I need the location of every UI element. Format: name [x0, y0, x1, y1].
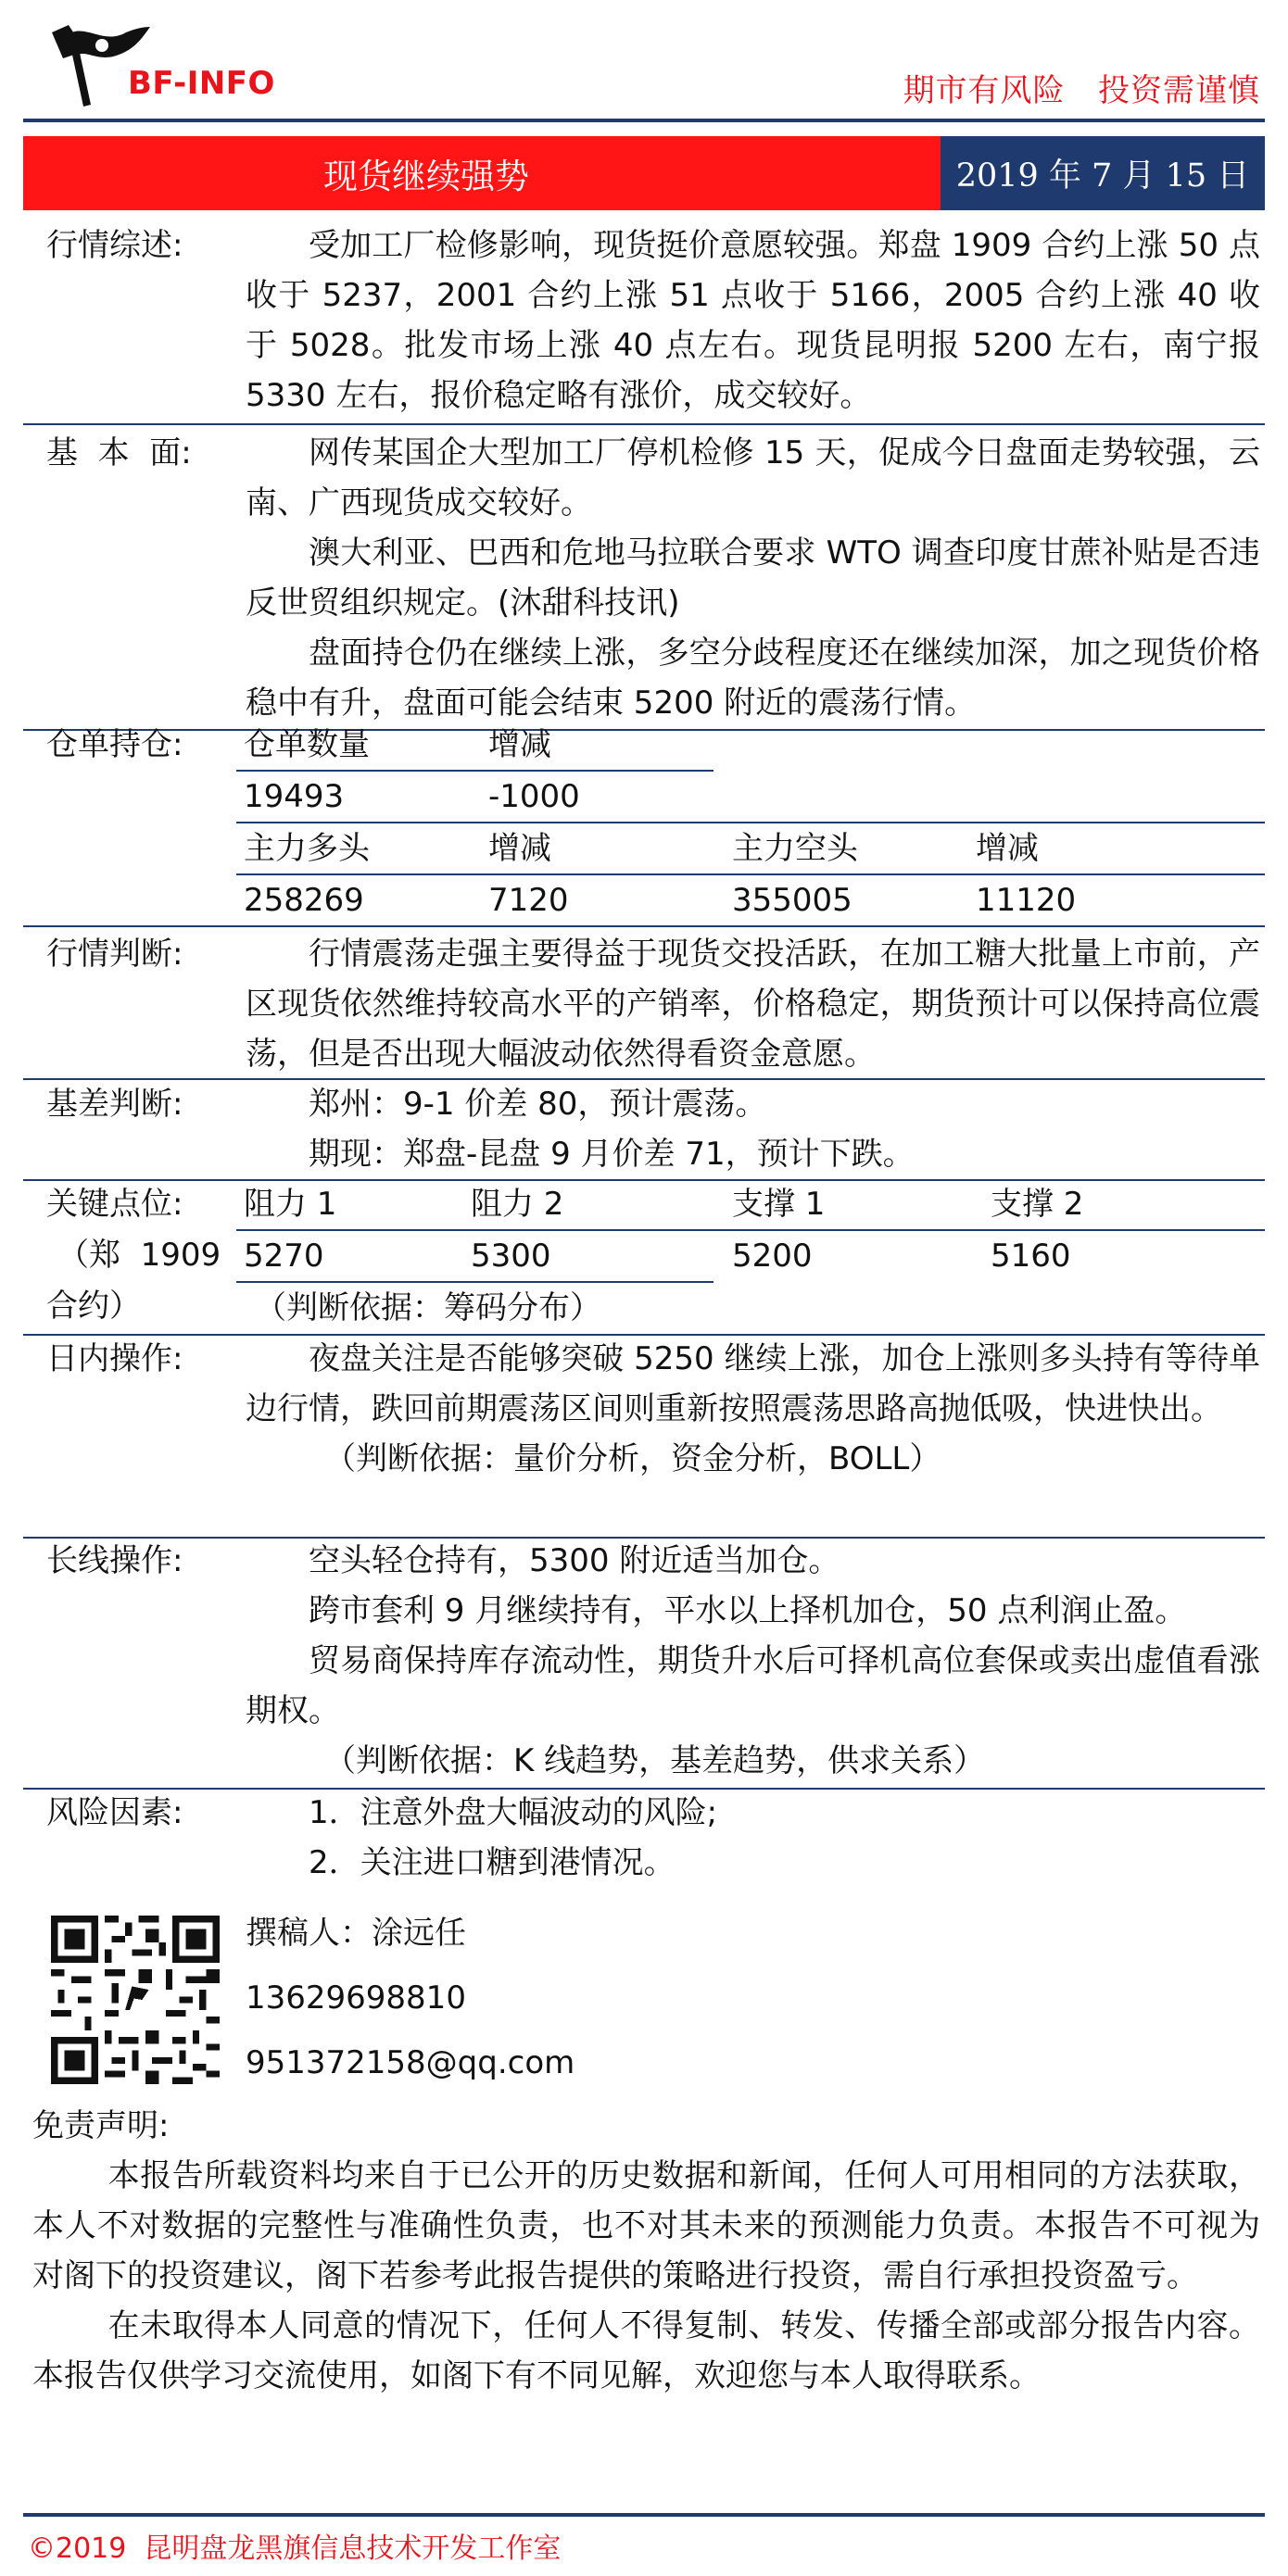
- long-term-paragraph: 跨市套利 9 月继续持有，平水以上择机加仓，50 点利润止盈。: [309, 1592, 1187, 1629]
- long-term-paragraph: 空头轻仓持有，5300 附近适当加仓。: [309, 1542, 840, 1579]
- key-levels-contract-suffix: 合约）: [46, 1288, 141, 1325]
- fundamentals-paragraph: 盘面持仓仍在继续上涨，多空分歧程度还在继续加深，加之现货价格稳中有升，盘面可能会结束 5200 附近的震荡行情。: [246, 635, 1260, 722]
- fundamentals-paragraph: 网传某国企大型加工厂停机检修 15 天，促成今日盘面走势较强，云南、广西现货成交较好。: [246, 434, 1260, 521]
- long-term-text: [246, 1536, 1260, 1786]
- support-2-value: 5160: [991, 1238, 1071, 1275]
- warehouse-label: 仓单持仓:: [46, 726, 183, 763]
- disclaimer-heading: 免责声明:: [32, 2107, 170, 2144]
- support-1-header: 支撑 1: [732, 1186, 826, 1223]
- resistance-1-value: 5270: [244, 1238, 324, 1275]
- fundamentals-text: [246, 428, 1260, 728]
- market-overview-paragraph: 受加工厂检修影响，现货挺价意愿较强。郑盘 1909 合约上涨 50 点收于 5237，2001 合约上涨 51 点收于 5166，2005 合约上涨 40 收于 5028。批发市场上涨 40 点左右。现货昆明报 5200 左右，南宁报 5330 左右，报价稳定略有涨价，成交较好。: [246, 227, 1260, 414]
- long-term-paragraph: 贸易商保持库存流动性，期货升水后可择机高位套保或卖出虚值看涨期权。: [246, 1642, 1260, 1729]
- report-title-text: 现货继续强势: [323, 157, 529, 196]
- position-header-short: 主力空头: [732, 830, 858, 867]
- title-bar: [23, 136, 1265, 210]
- risk-label: 风险因素:: [46, 1794, 183, 1831]
- position-value-long: 258269: [244, 882, 364, 919]
- disclaimer-text: [32, 2151, 1260, 2401]
- section-divider: [23, 729, 1265, 731]
- section-divider: [23, 423, 1265, 425]
- support-1-value: 5200: [732, 1238, 813, 1275]
- intraday-basis-note: （判断依据：量价分析，资金分析，BOLL）: [324, 1440, 941, 1477]
- fundamentals-label: 基 本 面:: [46, 434, 192, 471]
- risk-item: 1．注意外盘大幅波动的风险;: [309, 1794, 718, 1831]
- report-title: [23, 136, 941, 210]
- receipt-header-qty: 仓单数量: [244, 726, 370, 763]
- position-header-short-change: 增减: [976, 830, 1039, 867]
- author: 撰稿人：涂远任: [246, 1915, 466, 1952]
- market-overview-text: [246, 220, 1260, 421]
- judgment-text: [246, 929, 1260, 1079]
- resistance-2-value: 5300: [471, 1238, 551, 1275]
- qr-code-icon: [51, 1916, 220, 2084]
- judgment-paragraph: 行情震荡走强主要得益于现货交投活跃，在加工糖大批量上市前，产区现货依然维持较高水平的产销率，价格稳定，期货预计可以保持高位震荡，但是否出现大幅波动依然得看资金意愿。: [246, 936, 1260, 1073]
- intraday-text: [246, 1334, 1260, 1484]
- judgment-label: 行情判断:: [46, 936, 183, 973]
- receipt-value-change: -1000: [488, 778, 580, 815]
- long-term-label: 长线操作:: [46, 1542, 183, 1579]
- footer-divider: [23, 2513, 1265, 2517]
- receipt-value-qty: 19493: [244, 778, 345, 815]
- copyright: ©2019 昆明盘龙黑旗信息技术开发工作室: [28, 2532, 562, 2565]
- section-divider: [23, 925, 1265, 927]
- intraday-label: 日内操作:: [46, 1340, 183, 1377]
- key-levels-basis-note: （判断依据：筹码分布）: [255, 1289, 601, 1326]
- long-term-basis-note: （判断依据：K 线趋势，基差趋势，供求关系）: [324, 1742, 986, 1779]
- risk-item: 2．关注进口糖到港情况。: [309, 1844, 676, 1881]
- intraday-paragraph: 夜盘关注是否能够突破 5250 继续上涨，加仓上涨则多头持有等待单边行情，跌回前期震荡区间则重新按照震荡思路高抛低吸，快进快出。: [246, 1340, 1260, 1427]
- risk-slogan: 期市有风险 投资需谨慎: [903, 72, 1260, 109]
- author-phone: 13629698810: [246, 1979, 466, 2017]
- basis-line: 期现：郑盘-昆盘 9 月价差 71，预计下跌。: [309, 1136, 915, 1173]
- author-email[interactable]: 951372158@qq.com: [246, 2044, 575, 2081]
- basis-label: 基差判断:: [46, 1086, 183, 1123]
- basis-text: [246, 1079, 1260, 1179]
- position-header-long-change: 增减: [488, 830, 551, 867]
- resistance-2-header: 阻力 2: [471, 1186, 564, 1223]
- logo-text: BF-INFO: [128, 65, 275, 102]
- risk-text: [246, 1788, 1260, 1888]
- market-overview-label: 行情综述:: [46, 227, 183, 264]
- header-divider: [23, 119, 1265, 122]
- key-levels-label: 关键点位:: [46, 1186, 183, 1223]
- fundamentals-paragraph: 澳大利亚、巴西和危地马拉联合要求 WTO 调查印度甘蔗补贴是否违反世贸组织规定。(沐甜科技讯): [246, 534, 1260, 622]
- position-value-short-change: 11120: [976, 882, 1077, 919]
- disclaimer-paragraph: 在未取得本人同意的情况下，任何人不得复制、转发、传播全部或部分报告内容。本报告仅供学习交流使用，如阁下有不同见解，欢迎您与本人取得联系。: [32, 2307, 1260, 2394]
- disclaimer-paragraph: 本报告所载资料均来自于已公开的历史数据和新闻，任何人可用相同的方法获取，本人不对数据的完整性与准确性负责，也不对其未来的预测能力负责。本报告不可视为对阁下的投资建议，阁下若参考此报告提供的策略进行投资，需自行承担投资盈亏。: [32, 2157, 1260, 2294]
- basis-line: 郑州：9-1 价差 80，预计震荡。: [309, 1086, 767, 1123]
- key-levels-contract: （郑 1909: [57, 1237, 221, 1274]
- resistance-1-header: 阻力 1: [244, 1186, 337, 1223]
- position-header-long: 主力多头: [244, 830, 370, 867]
- support-2-header: 支撑 2: [991, 1186, 1084, 1223]
- report-date: 2019 年 7 月 15 日: [941, 136, 1265, 210]
- receipt-header-change: 增减: [488, 726, 551, 763]
- position-value-long-change: 7120: [488, 882, 569, 919]
- position-value-short: 355005: [732, 882, 852, 919]
